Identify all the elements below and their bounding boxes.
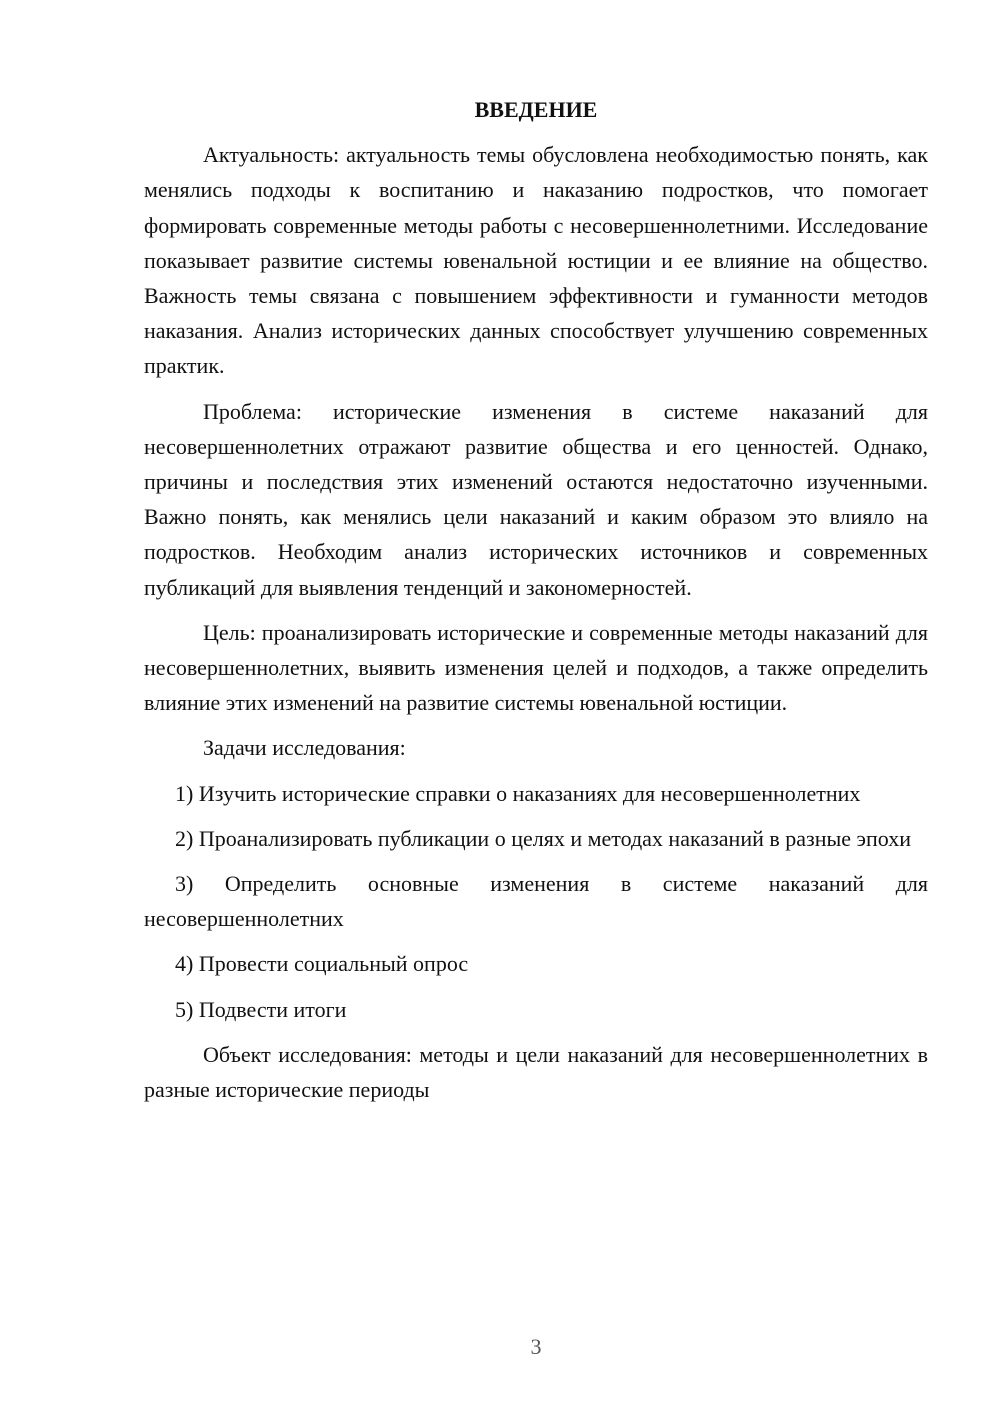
paragraph-object: Объект исследования: методы и цели наказаний для несовершеннолетних в разные исторические периоды [144, 1041, 928, 1103]
section-title: ВВЕДЕНИЕ [474, 97, 598, 122]
task-item-5: 5) Подвести итоги [175, 996, 347, 1022]
task-item-1: 1) Изучить исторические справки о наказаниях для несовершеннолетних [175, 780, 861, 806]
page-content [144, 92, 928, 1117]
page-number: 3 [530, 1334, 542, 1359]
paragraph-goal: Цель: проанализировать исторические и современные методы наказаний для несовершеннолетних, выявить изменения целей и подходов, а также определить влияние этих изменений на развитие системы ювенальной юстиции. [144, 619, 928, 716]
task-item-3: 3) Определить основные изменения в системе наказаний для несовершеннолетних [144, 871, 928, 932]
task-item-4: 4) Провести социальный опрос [175, 951, 469, 977]
paragraph-problem: Проблема: исторические изменения в системе наказаний для несовершеннолетних отражают развитие общества и его ценностей. Однако, причины и последствия этих изменений остаются недостаточно изученными. Важно понять, как менялись цели наказаний и каким образом это влияло на подростков. Необходим анализ исторических источников и современных публикаций для выявления тенденций и закономерностей. [144, 398, 928, 600]
tasks-heading: Задачи исследования: [203, 735, 406, 761]
paragraph-relevance: Актуальность: актуальность темы обусловлена необходимостью понять, как менялись подходы к воспитанию и наказанию подростков, что помогает формировать современные методы работы с несовершеннолетними. Исследование показывает развитие системы ювенальной юстиции и ее влияние на общество. Важность темы связана с повышением эффективности и гуманности методов наказания. Анализ исторических данных способствует улучшению современных практик. [144, 142, 928, 379]
task-item-2: 2) Проанализировать публикации о целях и методах наказаний в разные эпохи [175, 825, 911, 851]
